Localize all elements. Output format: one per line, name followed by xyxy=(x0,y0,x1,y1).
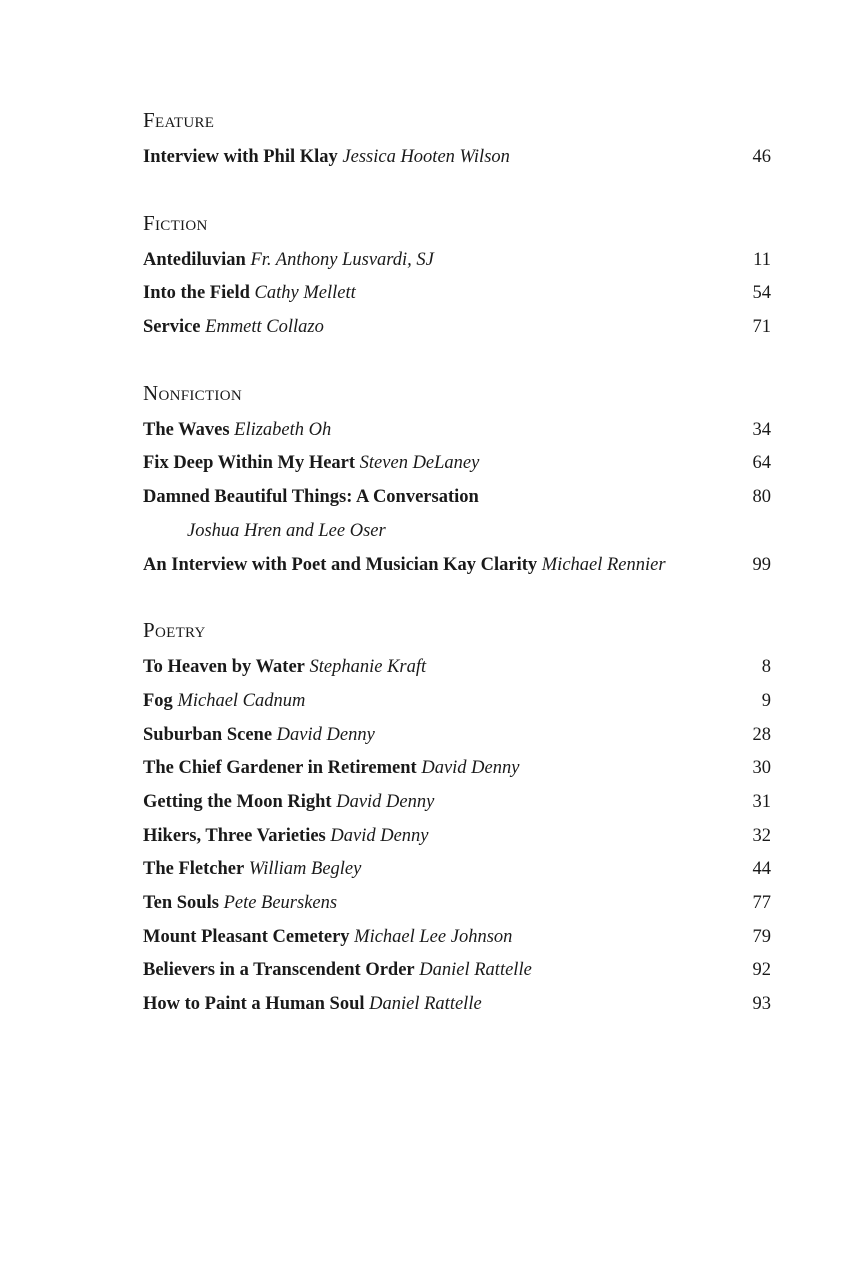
section-heading: Nonfiction xyxy=(143,380,242,405)
entry-author: Jessica Hooten Wilson xyxy=(342,147,510,167)
entry-page: 46 xyxy=(752,147,771,167)
toc-entry xyxy=(143,820,771,854)
section-feature xyxy=(143,107,771,175)
toc-entry xyxy=(143,481,771,515)
section-heading: Feature xyxy=(143,108,215,132)
entry-author: Emmett Collazo xyxy=(205,317,324,338)
entry-title: Antediluvian xyxy=(143,249,246,270)
toc-entry xyxy=(143,786,771,820)
toc-entry xyxy=(143,685,771,719)
toc-entry xyxy=(143,447,771,481)
entry-title: The Fletcher xyxy=(143,859,245,880)
toc-entry-continuation xyxy=(143,515,771,549)
entry-author: David Denny xyxy=(276,724,375,745)
table-of-contents xyxy=(143,107,771,1057)
entry-title: Suburban Scene xyxy=(143,724,273,745)
toc-entry xyxy=(143,414,771,448)
toc-entry xyxy=(143,887,771,921)
entry-title: How to Paint a Human Soul xyxy=(143,994,365,1015)
section-poetry xyxy=(143,617,771,1022)
toc-entry xyxy=(143,141,771,175)
entry-author: Stephanie Kraft xyxy=(309,657,427,678)
entry-page: 92 xyxy=(752,960,771,981)
entry-title: Hikers, Three Varieties xyxy=(143,825,326,846)
entry-title: Service xyxy=(143,317,201,338)
entry-page: 79 xyxy=(752,926,771,947)
entry-page: 30 xyxy=(752,758,771,779)
toc-entry xyxy=(143,988,771,1022)
entry-author: Michael Lee Johnson xyxy=(354,926,513,947)
entry-title: Damned Beautiful Things: A Conversation xyxy=(143,487,479,508)
entry-author: Pete Beurskens xyxy=(223,893,338,913)
entry-title: Believers in a Transcendent Order xyxy=(143,960,415,981)
entry-page: 32 xyxy=(752,825,771,846)
entry-title: Ten Souls xyxy=(143,893,219,913)
entry-title: Fog xyxy=(143,690,173,711)
entry-title: Getting the Moon Right xyxy=(143,791,332,812)
toc-entry xyxy=(143,277,771,311)
entry-title: To Heaven by Water xyxy=(143,657,305,678)
toc-entry xyxy=(143,752,771,786)
section-heading: Fiction xyxy=(143,210,208,235)
entry-page: 34 xyxy=(752,419,771,440)
section-nonfiction xyxy=(143,380,771,582)
entry-author: Elizabeth Oh xyxy=(234,419,332,440)
entry-page: 44 xyxy=(752,859,771,880)
entry-author: Steven DeLaney xyxy=(359,453,480,474)
entry-author: Daniel Rattelle xyxy=(369,994,482,1015)
entry-page: 8 xyxy=(761,657,771,678)
entry-page: 93 xyxy=(752,994,771,1015)
entry-page: 80 xyxy=(752,487,771,508)
entry-author: David Denny xyxy=(421,758,520,779)
entry-page: 11 xyxy=(753,249,771,270)
toc-entry xyxy=(143,651,771,685)
entry-title: Into the Field xyxy=(143,283,250,304)
entry-title: Fix Deep Within My Heart xyxy=(143,453,356,474)
entry-author: William Begley xyxy=(248,859,362,880)
toc-entry xyxy=(143,853,771,887)
toc-entry xyxy=(143,311,771,345)
entry-author: Michael Cadnum xyxy=(177,690,306,711)
entry-author: David Denny xyxy=(336,791,435,812)
entry-author: Joshua Hren and Lee Oser xyxy=(187,520,386,541)
entry-author: Cathy Mellett xyxy=(254,283,356,304)
entry-title: Interview with Phil Klay xyxy=(143,147,338,167)
entry-author: Daniel Rattelle xyxy=(419,960,532,981)
entry-page: 99 xyxy=(752,554,771,575)
entry-page: 71 xyxy=(752,317,771,338)
entry-page: 28 xyxy=(752,724,771,745)
section-heading: Poetry xyxy=(143,618,206,643)
entry-page: 31 xyxy=(752,791,771,812)
toc-entry xyxy=(143,954,771,988)
toc-entry xyxy=(143,549,771,583)
entry-author: David Denny xyxy=(330,825,429,846)
entry-title: Mount Pleasant Cemetery xyxy=(143,926,350,947)
entry-title: The Waves xyxy=(143,419,230,440)
entry-title: An Interview with Poet and Musician Kay Clarity xyxy=(143,554,538,575)
entry-page: 64 xyxy=(752,453,771,474)
toc-entry xyxy=(143,244,771,278)
entry-page: 9 xyxy=(761,690,771,711)
section-fiction xyxy=(143,210,771,345)
entry-page: 54 xyxy=(752,283,771,304)
entry-title: The Chief Gardener in Retirement xyxy=(143,758,417,779)
entry-author: Michael Rennier xyxy=(541,554,666,575)
entry-author: Fr. Anthony Lusvardi, SJ xyxy=(250,249,434,270)
toc-entry xyxy=(143,719,771,753)
toc-entry xyxy=(143,921,771,955)
entry-page: 77 xyxy=(752,893,771,913)
